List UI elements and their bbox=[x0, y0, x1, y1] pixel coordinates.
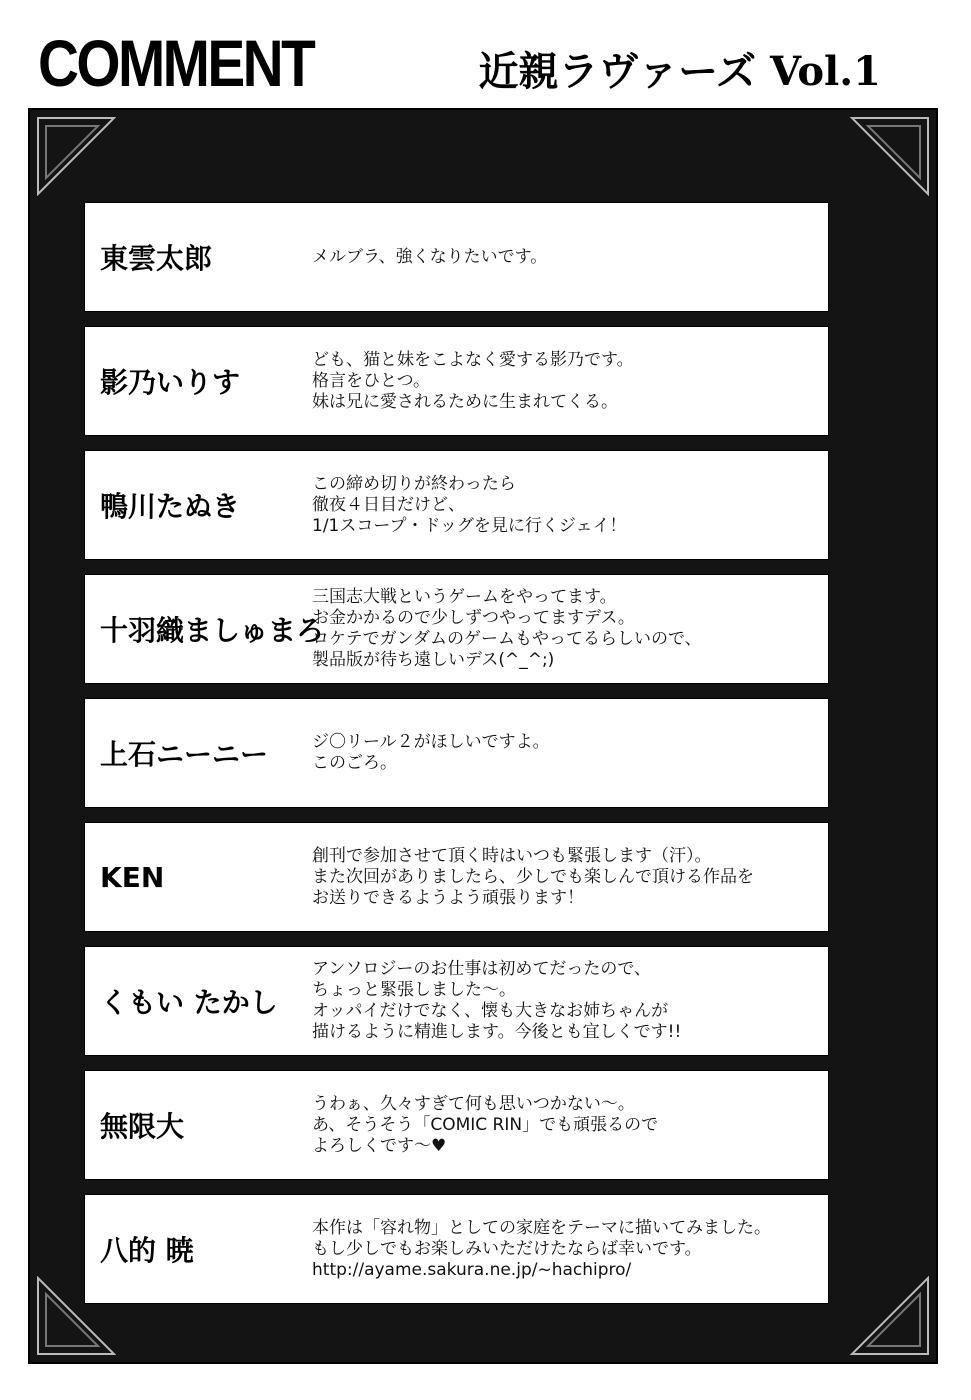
comment-line: うわぁ、久々すぎて何も思いつかない～。 bbox=[312, 1093, 635, 1114]
comment-line: お送りできるようよう頑張ります！ bbox=[312, 887, 584, 908]
comment-list bbox=[84, 202, 829, 1318]
comment-text bbox=[312, 203, 820, 311]
author-name: 東雲太郎 bbox=[100, 242, 213, 275]
author-name: 八的 暁 bbox=[100, 1234, 194, 1267]
comment-text bbox=[312, 823, 820, 931]
comment-entry bbox=[84, 450, 829, 560]
comment-line: 本作は「容れ物」としての家庭をテーマに描いてみました。 bbox=[312, 1217, 771, 1238]
comment-entry bbox=[84, 1070, 829, 1180]
comment-text bbox=[312, 699, 820, 807]
comment-line: オッパイだけでなく、懐も大きなお姉ちゃんが bbox=[312, 1001, 669, 1021]
comment-line: あ、そうそう「COMIC RIN」でも頑張るので bbox=[312, 1114, 659, 1135]
author-name: くもい たかし bbox=[100, 986, 278, 1019]
comment-line: よろしくです～♥ bbox=[312, 1135, 447, 1156]
comment-line: 三国志大戦というゲームをやってます。 bbox=[312, 587, 617, 607]
page-heading: COMMENT bbox=[38, 26, 314, 100]
corner-ornament bbox=[850, 1276, 930, 1356]
comment-entry bbox=[84, 574, 829, 684]
comment-line: 妹は兄に愛されるために生まれてくる。 bbox=[312, 391, 618, 412]
comment-entry bbox=[84, 202, 829, 312]
corner-ornament bbox=[36, 116, 116, 196]
comment-frame bbox=[28, 108, 938, 1364]
comment-entry bbox=[84, 326, 829, 436]
comment-text bbox=[312, 575, 820, 683]
comment-line: メルブラ、強くなりたいです。 bbox=[312, 246, 548, 267]
comment-text bbox=[312, 327, 820, 435]
corner-ornament bbox=[850, 116, 930, 196]
comment-entry bbox=[84, 1194, 829, 1304]
comment-line: アンソロジーのお仕事は初めてだったので、 bbox=[312, 959, 651, 979]
author-name: 鴨川たぬき bbox=[100, 490, 241, 523]
comment-line: もし少しでもお楽しみいただけたならば幸いです。 bbox=[312, 1238, 702, 1259]
comment-line: 描けるように精進します。今後とも宜しくです!! bbox=[312, 1022, 682, 1042]
comment-line: ども、猫と妹をこよなく愛する影乃です。 bbox=[312, 349, 634, 370]
comment-line: ロケテでガンダムのゲームもやってるらしいので、 bbox=[312, 629, 702, 649]
comment-entry bbox=[84, 946, 829, 1056]
comment-line: この締め切りが終わったら bbox=[312, 473, 516, 494]
comment-text bbox=[312, 1195, 820, 1303]
website-url[interactable]: http://ayame.sakura.ne.jp/~hachipro/ bbox=[312, 1259, 632, 1280]
comment-text bbox=[312, 947, 820, 1055]
comment-entry bbox=[84, 698, 829, 808]
comment-text bbox=[312, 1071, 820, 1179]
comment-line: また次回がありましたら、少しでも楽しんで頂ける作品を bbox=[312, 866, 754, 887]
comment-line: 徹夜４日目だけど、 bbox=[312, 494, 465, 515]
author-name: 無限大 bbox=[100, 1110, 185, 1143]
comment-line: 1/1スコープ・ドッグを見に行くジェイ！ bbox=[312, 515, 627, 536]
comment-line: ジ〇リール２がほしいですよ。 bbox=[312, 732, 550, 752]
comment-line: 格言をひとつ。 bbox=[312, 370, 430, 391]
author-name: 影乃いりす bbox=[100, 366, 241, 399]
comment-entry bbox=[84, 822, 829, 932]
comment-line: 製品版が待ち遠しいデス(^_^;) bbox=[312, 650, 555, 670]
comment-line: このごろ。 bbox=[312, 753, 397, 773]
comment-line: お金かかるので少しずつやってますデス。 bbox=[312, 608, 635, 628]
author-name: 十羽織ましゅまろ bbox=[100, 614, 325, 647]
author-name: 上石ニーニー bbox=[100, 738, 269, 771]
comment-line: 創刊で参加させて頂く時はいつも緊張します（汗）。 bbox=[312, 845, 712, 866]
comment-text bbox=[312, 451, 820, 559]
comment-line: ちょっと緊張しました～。 bbox=[312, 980, 516, 1000]
author-name: KEN bbox=[100, 860, 165, 894]
volume-title: 近親ラヴァーズ Vol.1 bbox=[478, 48, 881, 95]
